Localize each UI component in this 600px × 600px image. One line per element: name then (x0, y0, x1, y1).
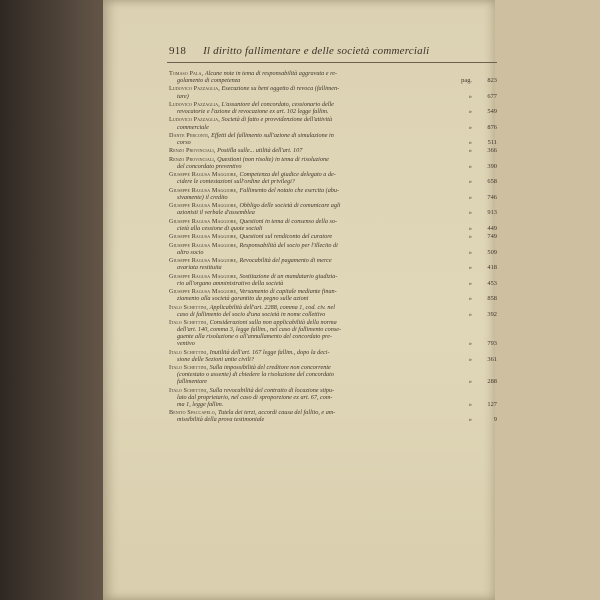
entry-author: Giuseppe Ragusa Maggiore, (169, 202, 240, 210)
page-ref-number: 390 (487, 162, 497, 170)
entry-first-line (169, 85, 467, 92)
entry-page-ref (469, 416, 497, 423)
page-number: 918 (169, 45, 187, 57)
entry-title: Obbligo delle società di comunicare agli (239, 202, 341, 210)
index-entry (169, 155, 497, 170)
entry-continuation-line: ventivo (177, 340, 195, 348)
page-ref-number: 746 (487, 193, 497, 201)
entry-title: Postilla sulle... utilità dell'art. 107 (217, 147, 303, 155)
entry-author: Dante Perconti, (169, 131, 212, 139)
entry-title: Tutela dei terzi, accordi causa del fallito, e am- (218, 409, 336, 417)
entry-author: Ludovico Pazzaglia, (169, 116, 222, 124)
entry-page-ref (469, 178, 497, 185)
page-ref-number: 658 (487, 178, 497, 186)
entry-title: Responsabilità del socio per l'illecito di (239, 241, 338, 249)
entry-continuation-line: ziamento alla società garantito da pegno sulle azioni (177, 295, 309, 303)
page-ref-number: 749 (487, 233, 497, 241)
entry-author: Italo Schettini, (169, 303, 210, 311)
index-entry (169, 257, 497, 272)
page-ref-number: 793 (487, 340, 497, 348)
page-ref-number: 876 (487, 123, 497, 131)
page-ref-number: 509 (487, 248, 497, 256)
entry-page-ref (461, 77, 497, 84)
entry-title: Sulla revocabilità del contratto di locazione stipu- (209, 386, 335, 394)
entry-continuation-line: sivamente) il credito (177, 193, 228, 201)
entry-author: Giuseppe Ragusa Maggiore, (169, 272, 240, 280)
entry-first-line (169, 233, 467, 240)
entry-author: Tomaso Pala, (169, 70, 205, 77)
entry-first-line (169, 288, 467, 295)
entry-author: Benito Spaccapelo, (169, 409, 219, 417)
entry-author: Giuseppe Ragusa Maggiore, (169, 257, 240, 265)
entry-title: Esecuzione su beni oggetto di revoca (fallimen- (221, 85, 340, 93)
page-ref-mark: » (468, 224, 472, 232)
entry-title: Fallimento del notaio che esercita (abu- (239, 186, 340, 194)
entry-author: Giuseppe Ragusa Maggiore, (169, 171, 240, 179)
entry-title: Effetti del fallimento sull'azione di simulazione in (211, 131, 334, 139)
entry-page-ref (469, 194, 497, 201)
page-ref-mark: » (468, 264, 472, 272)
page-ref-number: 288 (487, 378, 497, 386)
entry-first-line (169, 304, 467, 311)
page-ref-mark: » (468, 92, 472, 100)
entry-continuation-line: revocatorie e l'azione di revocazione ex art. 102 legge fallim. (177, 108, 329, 116)
page-ref-mark: pag. (461, 77, 472, 85)
entry-first-line (169, 187, 467, 194)
entry-title: Considerazioni sulla non applicabilità della norma (209, 319, 337, 327)
page-ref-mark: » (468, 123, 472, 131)
page-ref-mark: » (468, 193, 472, 201)
page-ref-number: 453 (487, 279, 497, 287)
entry-page-ref (469, 280, 497, 287)
entry-page-ref (469, 311, 497, 318)
running-title: Il diritto fallimentare e delle società commerciali (203, 45, 430, 57)
index-entry (169, 409, 497, 424)
page-ref-number: 511 (487, 139, 497, 147)
entry-first-line (169, 257, 467, 264)
entry-continuation-line: cietà alla cessione di quote sociali (177, 224, 263, 232)
page-ref-number: 366 (487, 147, 497, 155)
index-entry (169, 100, 497, 116)
page-ref-number: 127 (487, 400, 497, 408)
entry-continuation-line: altro socio (177, 248, 204, 256)
page-ref-mark: » (468, 139, 472, 147)
page-ref-number: 549 (487, 108, 497, 116)
index-entry (169, 131, 497, 147)
entry-first-line (169, 132, 467, 139)
entry-first-line (169, 171, 467, 178)
entry-title: Applicabilità dell'art. 2288, comma 1, cod. civ. nel (209, 303, 335, 311)
entry-first-line (169, 218, 467, 225)
entry-author: Italo Schettini, (169, 319, 210, 327)
entry-first-line (169, 242, 467, 249)
index-entry (169, 85, 497, 100)
entry-continuation-line: ma 1, legge fallim. (177, 400, 224, 408)
entry-continuation-line: dell'art. 140, comma 3, legge fallim., nel caso di fallimento conse- (177, 326, 342, 334)
entry-first-line (169, 147, 467, 154)
entry-title: Alcune note in tema di responsabilità aggravata e re- (204, 70, 338, 77)
index-entry (169, 202, 497, 217)
entry-first-line (169, 116, 467, 123)
page-ref-mark: » (468, 233, 472, 241)
entry-page-ref (469, 264, 497, 271)
entry-continuation-line: missibilità della prova testimoniale (177, 416, 265, 424)
index-entry (169, 364, 497, 386)
page-ref-number: 858 (487, 295, 497, 303)
index-entry (169, 272, 497, 287)
entry-author: Giuseppe Ragusa Maggiore, (169, 288, 240, 296)
entry-title: Società di fatto e provvidenzione dell'attività (221, 116, 333, 124)
entry-author: Italo Schettini, (169, 386, 210, 394)
entry-page-ref (469, 124, 497, 131)
entry-first-line (169, 202, 467, 209)
index-entry (169, 217, 497, 232)
page-ref-mark: » (468, 162, 472, 170)
page-ref-mark: » (468, 310, 472, 318)
index-entry (169, 386, 497, 408)
entry-page-ref (469, 233, 497, 240)
entry-title: Sulla impossibilità del creditore non concorrente (209, 364, 331, 372)
entry-page-ref (469, 295, 497, 302)
page-ref-number: 361 (487, 355, 497, 363)
entry-first-line (169, 387, 467, 394)
entry-page-ref (469, 249, 497, 256)
page-ref-mark: » (468, 178, 472, 186)
page-ref-mark: » (468, 378, 472, 386)
entry-first-line (169, 349, 467, 356)
page-ref-number: 392 (487, 310, 497, 318)
entry-page-ref (469, 139, 497, 146)
index-entry (169, 319, 497, 348)
index-entry (169, 348, 497, 363)
entry-author: Ludovico Pazzaglia, (169, 100, 222, 108)
entry-author: Italo Schettini, (169, 364, 210, 372)
entry-continuation-line: avariata restituita (177, 264, 222, 272)
entry-title: Questioni in tema di consenso della so- (239, 217, 338, 225)
entry-title: Versamento di capitale mediante finan- (239, 288, 337, 296)
entry-continuation-line: rio all'organo amministrativo della società (177, 279, 284, 287)
entry-continuation-line: guente alla risoluzione o all'annullamento del concordato pre- (177, 333, 333, 341)
entry-continuation-line: (contestato o assente) di chiedere la risoluzione del concordato (177, 371, 334, 379)
entry-page-ref (469, 401, 497, 408)
entry-page-ref (469, 93, 497, 100)
entry-first-line (169, 364, 467, 371)
index-entry (169, 116, 497, 131)
page-ref-number: 823 (487, 77, 497, 85)
entry-page-ref (469, 147, 497, 154)
entry-page-ref (469, 378, 497, 385)
entry-continuation-line: cidere le contestazioni sull'ordine dei privilegi? (177, 178, 295, 186)
entry-page-ref (469, 209, 497, 216)
entry-author: Giuseppe Ragusa Maggiore, (169, 241, 240, 249)
page-ref-number: 677 (487, 92, 497, 100)
page-ref-mark: » (468, 147, 472, 155)
index-entry (169, 70, 497, 85)
entry-page-ref (469, 163, 497, 170)
index-entries (169, 70, 497, 425)
entry-first-line (169, 409, 467, 416)
entry-continuation-line: caso di fallimento del socio d'una società in nome collettivo (177, 310, 326, 318)
page-ref-mark: » (468, 400, 472, 408)
page-ref-mark: » (468, 108, 472, 116)
page-ref-mark: » (468, 355, 472, 363)
index-entry (169, 303, 497, 318)
page-header (169, 45, 469, 57)
entry-page-ref (469, 340, 497, 347)
entry-first-line (169, 101, 467, 108)
entry-title: Questioni (non risolte) in tema di risoluzione (217, 155, 329, 163)
entry-author: Renzo Provinciali, (169, 155, 218, 163)
entry-author: Giuseppe Ragusa Maggiore, (169, 233, 240, 241)
index-entry (169, 288, 497, 303)
entry-continuation-line: del concordato preventivo (177, 162, 242, 170)
page-ref-number: 913 (487, 209, 497, 217)
page-ref-mark: » (468, 295, 472, 303)
entry-first-line (169, 156, 467, 163)
entry-author: Renzo Provinciali, (169, 147, 218, 155)
entry-page-ref (469, 225, 497, 232)
index-entry (169, 186, 497, 201)
index-entry (169, 171, 497, 186)
page-ref-number: 449 (487, 224, 497, 232)
page-ref-mark: » (468, 279, 472, 287)
entry-first-line (169, 70, 467, 77)
entry-first-line (169, 273, 467, 280)
index-entry (169, 147, 497, 155)
entry-author: Giuseppe Ragusa Maggiore, (169, 186, 240, 194)
entry-author: Giuseppe Ragusa Maggiore, (169, 217, 240, 225)
entry-title: Sostituzione di un mandatario giudizia- (239, 272, 338, 280)
page-ref-number: 9 (493, 416, 497, 424)
entry-continuation-line: commerciale (177, 123, 209, 131)
entry-continuation-line: azionisti il verbale d'assemblea (177, 209, 255, 217)
index-entry (169, 241, 497, 256)
entry-author: Italo Schettini, (169, 348, 210, 356)
entry-page-ref (469, 356, 497, 363)
index-entry (169, 233, 497, 241)
page-ref-number: 418 (487, 264, 497, 272)
entry-continuation-line: sione delle Sezioni unite civili? (177, 355, 254, 363)
entry-continuation-line: corso (177, 139, 191, 147)
entry-title: L'assuntore del concordato, cessionario delle (221, 100, 334, 108)
entry-continuation-line: fallimentare (177, 378, 208, 386)
entry-author: Ludovico Pazzaglia, (169, 85, 222, 93)
entry-page-ref (469, 108, 497, 115)
entry-title: Inutilità dell'art. 167 legge fallim., dopo la deci- (209, 348, 330, 356)
entry-continuation-line: golamento di competenza (177, 77, 241, 85)
page-ref-mark: » (468, 416, 472, 424)
entry-title: Revocabilità del pagamento di merce (239, 257, 332, 265)
page-ref-mark: » (468, 248, 472, 256)
book-page (103, 0, 495, 600)
page-ref-mark: » (468, 209, 472, 217)
entry-first-line (169, 319, 467, 326)
entry-title: Competenza del giudice delegato a de- (239, 171, 336, 179)
entry-continuation-line: lato dal proprietario, nel caso di sproporzione ex art. 67, com- (177, 393, 333, 401)
entry-continuation-line: tare) (177, 92, 189, 100)
entry-title: Questioni sul rendiconto del curatore (239, 233, 333, 241)
header-rule (167, 62, 497, 63)
page-ref-mark: » (468, 340, 472, 348)
